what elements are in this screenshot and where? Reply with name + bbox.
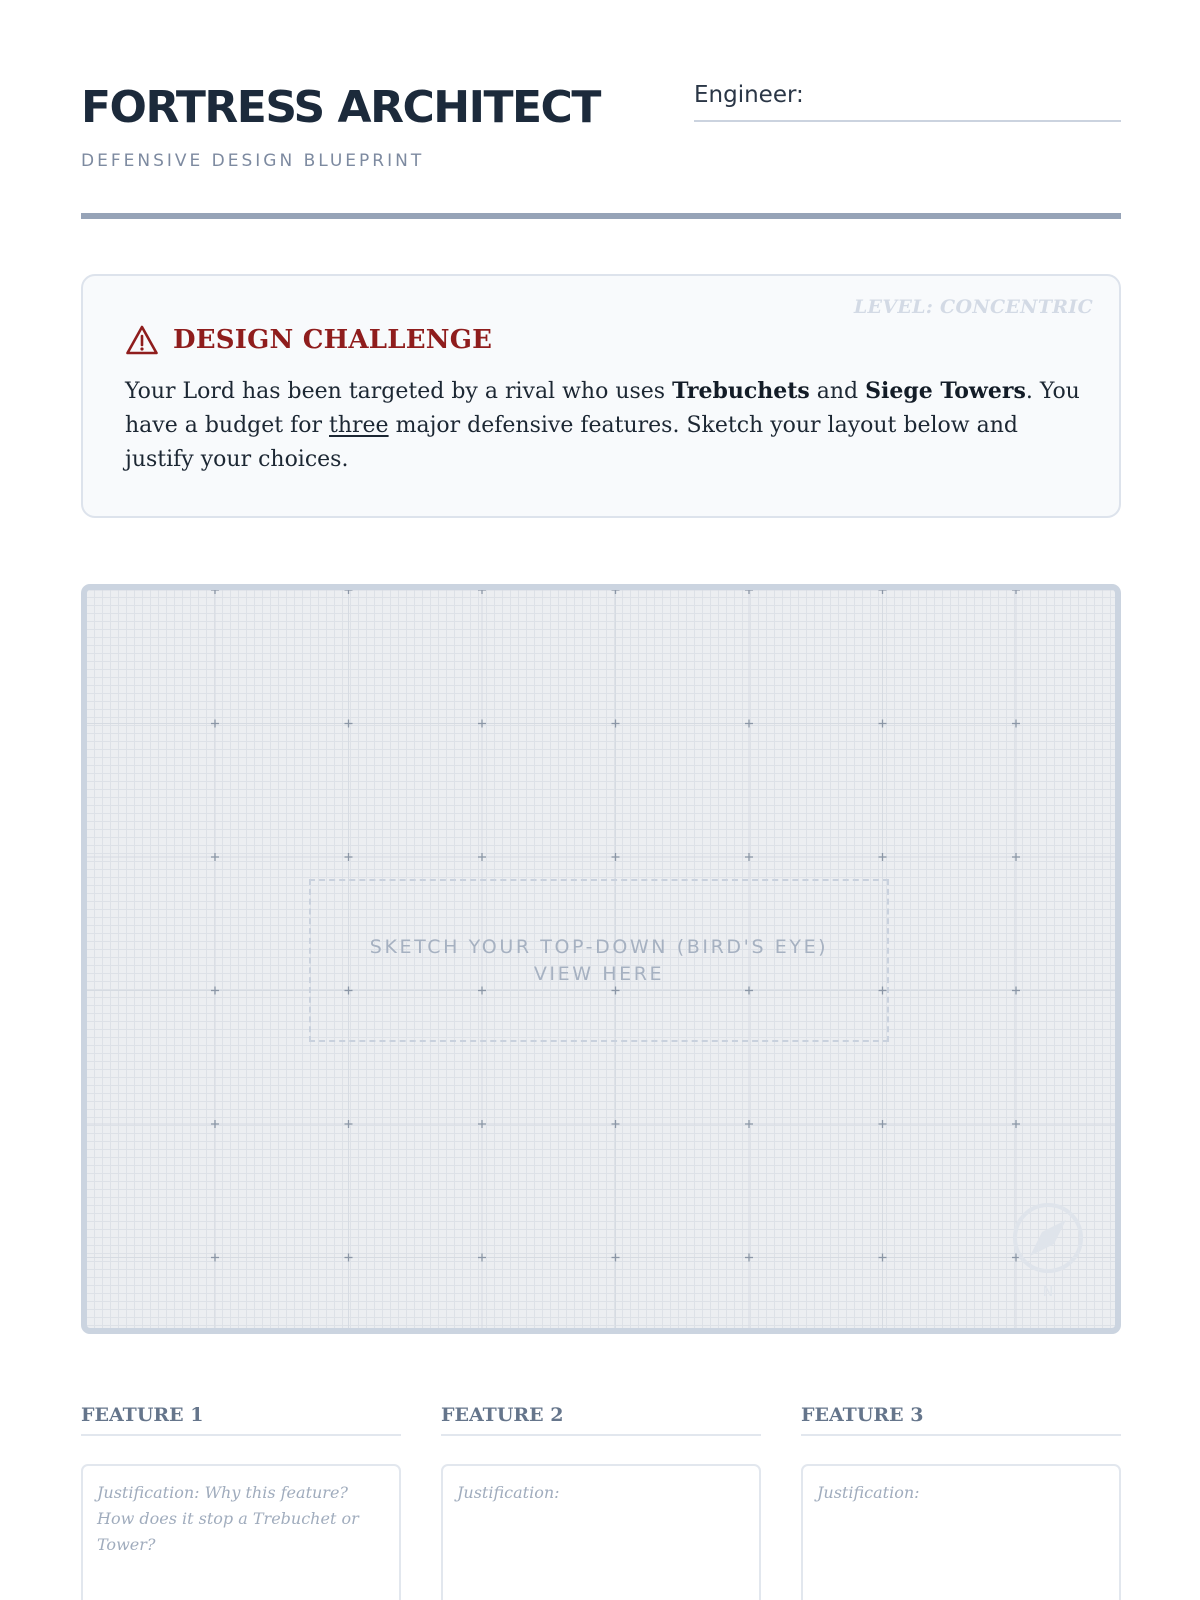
compass-icon bbox=[1010, 1200, 1086, 1300]
grid-cross-marker bbox=[211, 590, 219, 594]
feature-1-prompt: Justification: Why this feature? How does it stop a Trebuchet or Tower? bbox=[97, 1483, 359, 1554]
feature-1 bbox=[81, 1400, 401, 1554]
grid-cross-marker bbox=[478, 1120, 486, 1128]
challenge-text: and bbox=[809, 379, 866, 404]
challenge-text: major defensive features. Sketch your layout below and justify your choices. bbox=[125, 413, 1018, 472]
grid-cross-marker bbox=[879, 590, 887, 594]
engineer-name-field[interactable] bbox=[694, 82, 1121, 122]
header-divider bbox=[81, 213, 1121, 219]
challenge-title: DESIGN CHALLENGE bbox=[173, 325, 493, 355]
feature-3 bbox=[801, 1400, 1121, 1502]
feature-2 bbox=[441, 1400, 761, 1502]
challenge-heading bbox=[125, 324, 492, 356]
feature-3-justification-box[interactable] bbox=[801, 1464, 1121, 1600]
grid-cross-marker bbox=[478, 853, 486, 861]
grid-cross-marker bbox=[345, 853, 353, 861]
warning-triangle-icon bbox=[125, 324, 159, 356]
grid-cross-marker bbox=[879, 1254, 887, 1262]
grid-cross-marker bbox=[211, 987, 219, 995]
grid-cross-marker bbox=[612, 1254, 620, 1262]
worksheet-header bbox=[81, 0, 1121, 220]
design-challenge-box bbox=[81, 274, 1121, 518]
engineer-label: Engineer: bbox=[694, 82, 804, 108]
grid-cross-marker bbox=[478, 1254, 486, 1262]
grid-cross-marker bbox=[612, 720, 620, 728]
feature-3-prompt: Justification: bbox=[817, 1483, 920, 1502]
grid-cross-marker bbox=[211, 1254, 219, 1262]
grid-cross-marker bbox=[1012, 1120, 1020, 1128]
grid-cross-marker bbox=[1012, 590, 1020, 594]
grid-cross-marker bbox=[745, 720, 753, 728]
grid-cross-marker bbox=[879, 853, 887, 861]
grid-cross-marker bbox=[612, 590, 620, 594]
features-section bbox=[81, 1400, 1121, 1600]
grid-cross-marker bbox=[1012, 720, 1020, 728]
compass-north-label: N bbox=[1042, 1284, 1054, 1300]
grid-cross-marker bbox=[612, 1120, 620, 1128]
challenge-feature-count: three bbox=[329, 413, 389, 438]
challenge-weapon-1: Trebuchets bbox=[672, 378, 810, 404]
challenge-text: . You have a budget for bbox=[125, 379, 1080, 438]
feature-3-title: FEATURE 3 bbox=[801, 1400, 1121, 1436]
challenge-weapon-2: Siege Towers bbox=[865, 378, 1026, 404]
sketch-area[interactable] bbox=[81, 584, 1121, 1334]
feature-1-title: FEATURE 1 bbox=[81, 1400, 401, 1436]
page-subtitle: DEFENSIVE DESIGN BLUEPRINT bbox=[81, 151, 425, 171]
grid-cross-marker bbox=[211, 720, 219, 728]
challenge-text: Your Lord has been targeted by a rival who uses bbox=[125, 379, 673, 404]
grid-cross-marker bbox=[478, 720, 486, 728]
grid-cross-marker bbox=[745, 853, 753, 861]
grid-cross-marker bbox=[745, 590, 753, 594]
grid-cross-marker bbox=[879, 720, 887, 728]
page-title: FORTRESS ARCHITECT bbox=[81, 82, 600, 133]
grid-cross-marker bbox=[879, 1120, 887, 1128]
sketch-prompt-box bbox=[309, 879, 889, 1042]
sketch-prompt-text: SKETCH YOUR TOP-DOWN (BIRD'S EYE) VIEW HERE bbox=[369, 935, 829, 985]
grid-cross-marker bbox=[1012, 987, 1020, 995]
grid-cross-marker bbox=[211, 853, 219, 861]
grid-cross-marker bbox=[345, 590, 353, 594]
grid-cross-marker bbox=[612, 853, 620, 861]
feature-2-title: FEATURE 2 bbox=[441, 1400, 761, 1436]
grid-cross-marker bbox=[345, 1120, 353, 1128]
grid-cross-marker bbox=[745, 1254, 753, 1262]
grid-cross-marker bbox=[345, 1254, 353, 1262]
feature-2-prompt: Justification: bbox=[457, 1483, 560, 1502]
grid-cross-marker bbox=[345, 720, 353, 728]
feature-2-justification-box[interactable] bbox=[441, 1464, 761, 1600]
challenge-description bbox=[125, 374, 1085, 477]
feature-1-justification-box[interactable] bbox=[81, 1464, 401, 1600]
level-tag: LEVEL: CONCENTRIC bbox=[853, 296, 1093, 318]
grid-cross-marker bbox=[478, 590, 486, 594]
grid-cross-marker bbox=[745, 1120, 753, 1128]
grid-cross-marker bbox=[211, 1120, 219, 1128]
grid-cross-marker bbox=[1012, 853, 1020, 861]
